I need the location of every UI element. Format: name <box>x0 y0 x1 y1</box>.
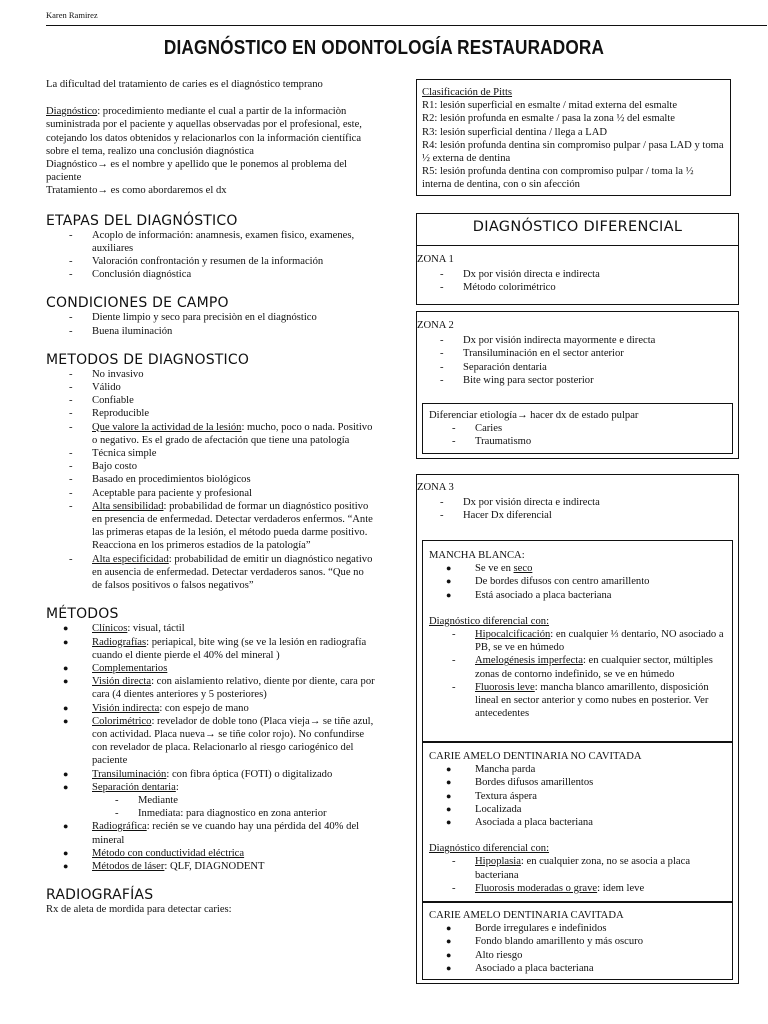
list-item: - Hipoplasia: en cualquier zona, no se asocia a placa bacteriana <box>429 855 726 881</box>
list-item: - Técnica simple <box>46 447 376 460</box>
list-item: ● Método con conductividad eléctrica <box>46 847 376 860</box>
pitts-box <box>416 79 731 196</box>
list-item: ● Visión directa: con aislamiento relativo, diente por diente, cara por cara (4 dientes anteriores y 5 posteriores) <box>46 675 376 701</box>
list-item: - No invasivo <box>46 368 376 381</box>
section-condiciones-title: CONDICIONES DE CAMPO <box>46 295 229 312</box>
etapas-list <box>46 229 376 282</box>
list-item: ● Mancha parda <box>429 763 726 776</box>
section-metodos-title: MÉTODOS <box>46 606 119 623</box>
list-item: ● Radiografías: periapical, bite wing (se ve la lesión en radiografía cuando el diente pierde el 40% del mineral ) <box>46 636 376 662</box>
list-item: - Que valore la actividad de la lesión: mucho, poco o nada. Positivo o negativo. Es el grado de afectación que tiene una patología <box>46 421 376 447</box>
list-item: - Diente limpio y seco para precisiòn en el diagnóstico <box>46 311 376 324</box>
author-name: Karen Ramirez <box>46 10 98 20</box>
list-item: - Transiluminación en el sector anterior <box>417 347 738 360</box>
mancha-list <box>429 562 726 602</box>
list-item: - Conclusión diagnóstica <box>46 268 376 281</box>
list-item: - Hipocalcificación: en cualquier ⅓ dentario, NO asociado a PB, se ve en húmedo <box>429 628 726 654</box>
list-item: ● Radiográfica: recién se ve cuando hay una pérdida del 40% del mineral <box>46 820 376 846</box>
cavitada-title: CARIE AMELO DENTINARIA CAVITADA <box>429 910 624 921</box>
list-item: - Alta especificidad: probabilidad de emitir un diagnóstico negativo en ausencia de enfermedad. Detectar verdaderos sanos. “Que no de falsos positivos o falsos negativos” <box>46 553 376 593</box>
list-item: - Separación dentaria <box>417 361 738 374</box>
pitts-line: R5: lesión profunda dentina con compromiso pulpar / toma la ½ interna de dentina, con o sin afección <box>422 166 694 191</box>
section-metodos-diagnostico-title: METODOS DE DIAGNOSTICO <box>46 351 250 368</box>
diagnostico-note: Diagnóstico→ es el nombre y apellido que le ponemos al problema del paciente <box>46 159 347 184</box>
zona3-list <box>417 496 738 522</box>
cavitada-list <box>429 922 726 975</box>
list-item: ● Fondo blando amarillento y más oscuro <box>429 935 726 948</box>
pitts-line: R3: lesión superficial dentina / llega a LAD <box>422 126 608 138</box>
list-item: - Amelogénesis imperfecta: en cualquier sector, múltiples zonas de contorno indefinido, se ve en húmedo <box>429 654 726 680</box>
list-item: ● Borde irregulares e indefinidos <box>429 922 726 935</box>
header-rule <box>46 25 767 26</box>
list-item: - Bite wing para sector posterior <box>417 374 738 387</box>
list-item: - Dx por visión directa e indirecta <box>417 268 738 281</box>
section-radiografias-title: RADIOGRAFÍAS <box>46 887 154 904</box>
list-item: ● Asociada a placa bacteriana <box>429 816 726 829</box>
list-item: - Método colorimétrico <box>417 281 738 294</box>
pitts-title: Clasificación de Pitts <box>422 87 513 98</box>
list-item: ● Está asociado a placa bacteriana <box>429 589 726 602</box>
list-item: ● Se ve en seco <box>429 562 726 575</box>
list-item: ● Transiluminación: con fibra óptica (FOTI) o digitalizado <box>46 768 376 781</box>
list-item: ● Asociado a placa bacteriana <box>429 962 726 975</box>
etiologia-list <box>429 422 726 448</box>
list-item: ● Textura áspera <box>429 790 726 803</box>
list-item: - Alta sensibilidad: probabilidad de formar un diagnóstico positivo en presencia de enfermedad. Detectar verdaderos enfermos. “Ante las primeras etapas de la lesión, el método pueda darme positivo. Reacciona en los primeros estadios de la patología” <box>46 500 376 553</box>
list-item: ● Métodos de láser: QLF, DIAGNODENT <box>46 860 376 873</box>
cavitada-box <box>422 902 733 980</box>
zona2-title: ZONA 2 <box>417 320 454 331</box>
list-item: ● Colorimétrico: revelador de doble tono (Placa vieja→ se tiñe azul, con actividad. Placa nueva→ se tiñe color rojo). No confundirse con revelador de placa. Relacionarlo al riesgo cariogénico del paciente <box>46 715 376 768</box>
metodos-list <box>46 622 376 794</box>
list-item: - Buena iluminación <box>46 325 376 338</box>
list-item: - Confiable <box>46 394 376 407</box>
radiografias-text: Rx de aleta de mordida para detectar caries: <box>46 904 232 916</box>
diagnostico-diferencial-title: DIAGNÓSTICO DIFERENCIAL <box>472 219 683 235</box>
no-cavitada-dx-list <box>429 855 726 895</box>
metodos-list-cont <box>46 820 376 873</box>
list-item: - Hacer Dx diferencial <box>417 509 738 522</box>
list-item: - Dx por visión indirecta mayormente e directa <box>417 334 738 347</box>
pitts-line: R2: lesión profunda en esmalte / pasa la zona ½ del esmalte <box>422 113 675 125</box>
list-item: - Fluorosis leve: mancha blanco amarillento, disposición lineal en sector anterior y como nubes en posterior. Ver antecedentes <box>429 681 726 721</box>
no-cavitada-dx-title: Diagnóstico diferencial con: <box>429 843 550 855</box>
list-item: ● Visión indirecta: con espejo de mano <box>46 702 376 715</box>
list-item: - Acoplo de información: anamnesis, examen fisico, examenes, auxiliares <box>46 229 376 255</box>
list-item: - Fluorosis moderadas o grave: idem leve <box>429 882 726 895</box>
no-cavitada-box <box>422 742 733 902</box>
zona1-box <box>416 245 739 305</box>
list-item: - Mediante <box>46 794 376 807</box>
intro-line: La dificultad del tratamiento de caries es el diagnóstico temprano <box>46 79 323 90</box>
condiciones-list <box>46 311 376 337</box>
etiologia-text: Diferenciar etiología→ hacer dx de estado pulpar <box>429 410 639 421</box>
list-item: - Valoración confrontación y resumen de la información <box>46 255 376 268</box>
list-item: ● Complementarios <box>46 662 376 675</box>
mancha-dx-list <box>429 628 726 720</box>
list-item: - Inmediata: para diagnostico en zona anterior <box>46 807 376 820</box>
list-item: - Caries <box>429 422 726 435</box>
mancha-title: MANCHA BLANCA: <box>429 550 525 561</box>
etiologia-box <box>422 403 733 454</box>
list-item: ● Clínicos: visual, táctil <box>46 622 376 635</box>
list-item: - Reproducible <box>46 407 376 420</box>
no-cavitada-list <box>429 763 726 829</box>
no-cavitada-title: CARIE AMELO DENTINARIA NO CAVITADA <box>429 751 642 762</box>
section-etapas-title: ETAPAS DEL DIAGNÓSTICO <box>46 212 238 229</box>
diagnostico-definition: Diagnóstico: procedimiento mediante el cual a partir de la informaciòn suministrada por el paciente y aquellas observadas por el profesional, este, cotejando los datos obtenidos y relacionarlos con la información científica sobre el tema, realizo una conclusión diagnóstica <box>46 106 362 157</box>
separacion-sublist <box>46 794 376 820</box>
tratamiento-note: Tratamiento→ es como abordaremos el dx <box>46 185 227 197</box>
pitts-line: R4: lesión profunda dentina sin compromiso pulpar / pasa LAD y toma ½ externa de dentina <box>422 139 724 165</box>
list-item: - Basado en procedimientos biológicos <box>46 473 376 486</box>
left-column <box>46 78 376 916</box>
list-item: - Bajo costo <box>46 460 376 473</box>
list-item: - Traumatismo <box>429 435 726 448</box>
zona1-list <box>417 268 738 294</box>
list-item: - Aceptable para paciente y profesional <box>46 487 376 500</box>
metodos-diagnostico-list <box>46 368 376 592</box>
mancha-blanca-box <box>422 540 733 742</box>
dd-title-box <box>416 213 739 246</box>
list-item: ● Localizada <box>429 803 726 816</box>
page-title: DIAGNÓSTICO EN ODONTOLOGÍA RESTAURADORA <box>163 37 605 59</box>
pitts-line: R1: lesión superficial en esmalte / mitad externa del esmalte <box>422 100 678 112</box>
zona2-list <box>417 334 738 387</box>
list-item: ● Bordes difusos amarillentos <box>429 776 726 789</box>
list-item: - Dx por visión directa e indirecta <box>417 496 738 509</box>
diagnostico-term: Diagnóstico <box>46 106 98 118</box>
list-item: - Válido <box>46 381 376 394</box>
list-item: ● Alto riesgo <box>429 949 726 962</box>
mancha-dx-title: Diagnóstico diferencial con: <box>429 615 550 627</box>
zona3-title: ZONA 3 <box>417 482 454 493</box>
list-item: ● Separación dentaria: <box>46 781 376 794</box>
zona1-title: ZONA 1 <box>417 254 454 265</box>
list-item: ● De bordes difusos con centro amarillento <box>429 575 726 588</box>
